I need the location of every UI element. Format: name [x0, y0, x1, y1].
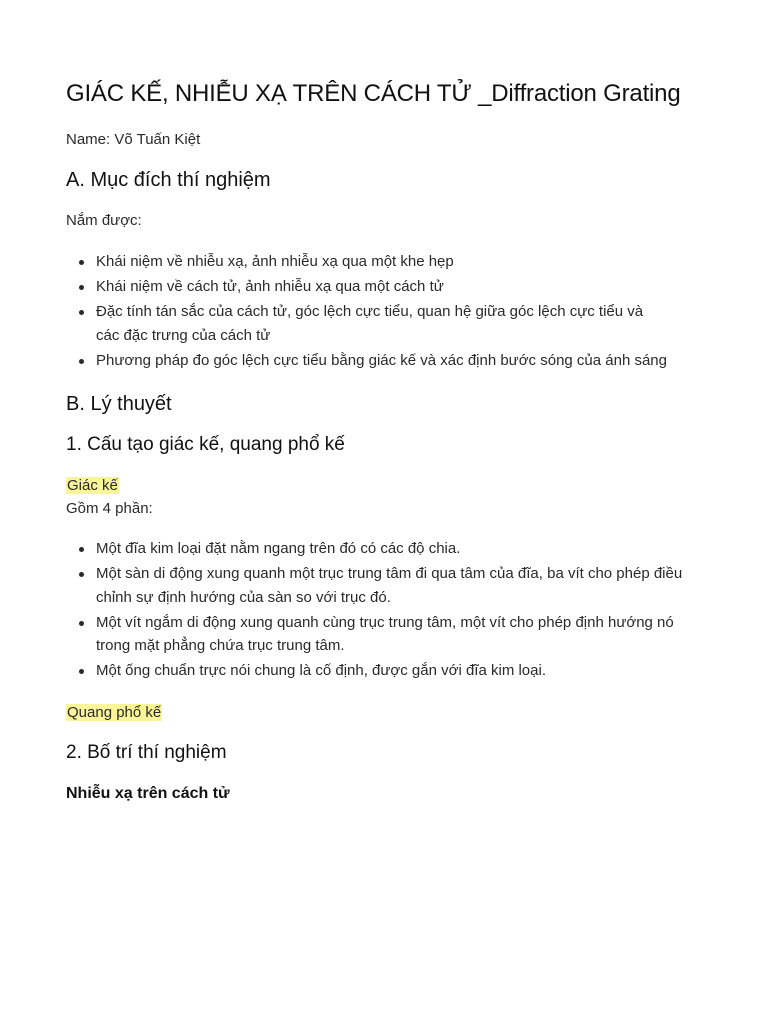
bullet-icon: [79, 359, 84, 364]
list-item-text: Khái niệm về nhiễu xạ, ảnh nhiễu xạ qua một khe hẹp: [96, 253, 454, 270]
list-item-text: Một đĩa kim loại đặt nằm ngang trên đó có các độ chia.: [96, 540, 461, 557]
section-b-heading: B. Lý thuyết: [66, 393, 172, 415]
bullet-icon: [79, 310, 84, 315]
list-item: [66, 250, 706, 274]
goniometer-parts-list: [66, 537, 706, 684]
bullet-icon: [79, 572, 84, 577]
diffraction-subheading: Nhiễu xạ trên cách tử: [66, 785, 230, 802]
list-item-text: Khái niệm về cách tử, ảnh nhiễu xạ qua một cách tử: [96, 278, 444, 295]
list-item: [66, 275, 706, 299]
bullet-icon: [79, 669, 84, 674]
goniometer-label: [66, 477, 119, 494]
author-name: Name: Võ Tuấn Kiệt: [66, 131, 201, 148]
bullet-icon: [79, 547, 84, 552]
bullet-icon: [79, 285, 84, 290]
section-a-heading: A. Mục đích thí nghiệm: [66, 169, 271, 191]
list-item: [66, 349, 706, 373]
bullet-icon: [79, 621, 84, 626]
section-a-intro: Nắm được:: [66, 212, 142, 229]
highlight: Giác kế: [67, 477, 118, 494]
list-item-text: Phương pháp đo góc lệch cực tiểu bằng giác kế và xác định bước sóng của ánh sáng: [96, 351, 667, 369]
subsection-2-heading: 2. Bố trí thí nghiệm: [66, 742, 227, 763]
list-item-text: Một ống chuẩn trực nói chung là cố định, được gắn với đĩa kim loại.: [96, 662, 546, 679]
spectrometer-label: [66, 704, 162, 721]
list-item: [66, 537, 706, 561]
objectives-list: [66, 250, 706, 374]
list-item-text: Đặc tính tán sắc của cách tử, góc lệch cực tiểu, quan hệ giữa góc lệch cực tiểu và các đặc trưng của cách tử: [96, 303, 644, 344]
list-item-text: Một sàn di động xung quanh một trục trung tâm đi qua tâm của đĩa, ba vít cho phép điều chỉnh sự định hướng của sàn so với trục đó.: [96, 565, 683, 606]
highlight: Quang phổ kế: [67, 704, 162, 721]
parts-intro: Gồm 4 phần:: [66, 500, 153, 517]
list-item: [66, 659, 706, 683]
list-item-text: Một vít ngắm di động xung quanh cùng trục trung tâm, một vít cho phép định hướng nó trong mặt phẳng chứa trục trung tâm.: [96, 613, 674, 654]
list-item: [66, 562, 701, 609]
list-item: [66, 300, 666, 347]
subsection-1-heading: 1. Cấu tạo giác kế, quang phổ kế: [66, 434, 345, 455]
document-title: GIÁC KẾ, NHIỄU XẠ TRÊN CÁCH TỬ _Diffraction Grating: [66, 80, 681, 107]
bullet-icon: [79, 260, 84, 265]
list-item: [66, 611, 701, 658]
